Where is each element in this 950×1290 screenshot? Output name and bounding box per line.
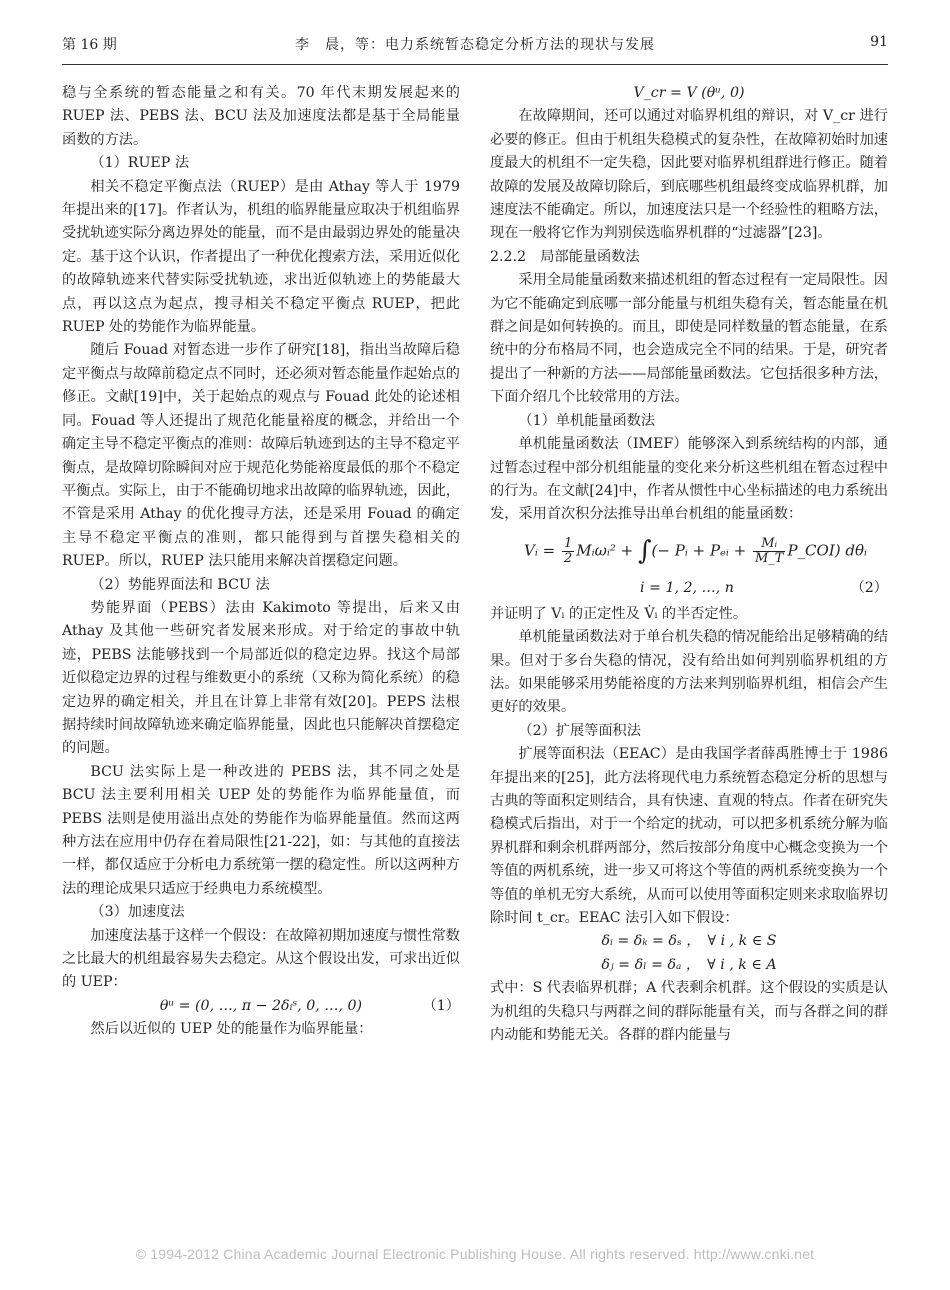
right-column xyxy=(490,82,888,1047)
section-heading-ruep: （1）RUEP 法 xyxy=(90,155,190,172)
paragraph: 扩展等面积法（EEAC）是由我国学者薛禹胜博士于 1986 年提出来的[25]，此方法将现代电力系统暂态稳定分析的思想与古典的等面积定则结合，具有快速、直观的特点。作者在研究失稳模式后指出，对于一个给定的扰动，可以把多机系统分解为临界机群和剩余机群两部分，然后按部分角度中心概念变换为一个等值的两机系统，进一步又可将这个等值的两机系统变换为一个等值的单机无穷大系统，从而可以使用等面积定则来求取临界切除时间 t_cr。EEAC 法引入如下假设： xyxy=(490,746,889,926)
paragraph: 随后 Fouad 对暂态进一步作了研究[18]，指出当故障后稳定平衡点与故障前稳定点不同时，还必须对暂态能量作起始点的修正。文献[19]中，关于起始点的观点与 Fouad 此处的论述相同。Fouad 等人还提出了规范化能量裕度的概念，并给出一个确定主导不稳定平衡点的准则：故障后轨迹到达的主导不稳定平衡点，是故障切除瞬间对应于规范化势能裕度最低的那个不稳定平衡点。实际上，由于不能确切地求出故障的临界轨迹，因此，不管是采用 Athay 的优化搜寻方法，还是采用 Fouad 的确定主导不稳定平衡点的准则，都只能得到与首摆失稳相关的 RUEP。所以，RUEP 法只能用来解决首摆稳定问题。 xyxy=(62,342,460,570)
paragraph: 稳与全系统的暂态能量之和有关。70 年代末期发展起来的 RUEP 法、PEBS 法、BCU 法及加速度法都是基于全局能量函数的方法。 xyxy=(62,85,460,148)
copyright-watermark: © 1994-2012 China Academic Journal Electronic Publishing House. All rights reserved. http://www.cnki.net xyxy=(135,1246,815,1262)
equation-1-number: （1） xyxy=(422,997,460,1014)
paragraph: 然后以近似的 UEP 处的能量作为临界能量： xyxy=(90,1021,373,1038)
eq2-tail: P_COI) dθᵢ xyxy=(787,541,868,560)
section-heading-pebs: （2）势能界面法和 BCU 法 xyxy=(90,576,270,593)
equation-1-body: θᵘ = (0, …, π − 2δᵢˢ, 0, …, 0) xyxy=(159,997,363,1014)
equation-2-index: i = 1, 2, …, n xyxy=(640,579,734,596)
paragraph: BCU 法实际上是一种改进的 PEBS 法，其不同之处是 BCU 法主要利用相关 UEP 处的势能作为临界能量值，而 PEBS 法则是使用溢出点处的势能作为临界能量值。然而这两种方法在应用中仍存在着局限性[21-22]，如：与其他的直接法一样，都仅适应于分析电力系统第一摆的稳定性。所以这两种方法的理论成果只适应于经典电力系统模型。 xyxy=(62,763,460,897)
eq2-kinetic-term: Mᵢωᵢ² + xyxy=(576,541,638,560)
paragraph: 式中：S 代表临界机群；A 代表剩余机群。这个假设的实质是认为机组的失稳只与两群之间的群际能量有关，而与各群之间的群内动能和势能无关。各群的群内能量与 xyxy=(490,980,888,1044)
equation-1 xyxy=(62,995,460,1018)
paragraph: 加速度法基于这样一个假设：在故障初期加速度与惯性常数之比最大的机组最容易失去稳定。从这个假设出发，可求出近似的 UEP： xyxy=(62,927,460,991)
paragraph: 单机能量函数法对于单台机失稳的情况能给出足够精确的结果。但对于多台失稳的情况，没有给出如何判别临界机组的方法。如果能够采用势能裕度的方法来判别临界机组，相信会产生更好的效果。 xyxy=(490,629,888,716)
paragraph: 采用全局能量函数来描述机组的暂态过程有一定局限性。因为它不能确定到底哪一部分能量与机组失稳有关，暂态能量在机群之间是如何转换的。而且，即使是同样数量的暂态能量，在系统中的分布格局不同，也会造成完全不同的结果。于是，研究者提出了一种新的方法——局部能量函数法。它包括很多种方法，下面介绍几个比较常用的方法。 xyxy=(490,272,888,406)
eq2-inertia-fraction: $\frac{\text{Mᵢ}}{M\_T}$ xyxy=(754,535,784,566)
eq2-integrand: (− Pᵢ + Pₑᵢ + xyxy=(651,541,751,560)
paragraph: 单机能量函数法（IMEF）能够深入到系统结构的内部，通过暂态过程中部分机组能量的变化来分析这些机组在暂态过程中的行为。在文献[24]中，作者从惯性中心坐标描述的电力系统出发，采用首次积分法推导出单台机组的能量函数： xyxy=(490,436,889,523)
equation-3a: δᵢ = δₖ = δₛ ， ∀ i , k ∈ S xyxy=(601,933,777,950)
left-column xyxy=(62,82,460,1042)
section-heading-eeac: （2）扩展等面积法 xyxy=(518,722,641,739)
equation-2-number: （2） xyxy=(850,579,888,596)
equation-2-main xyxy=(524,537,867,566)
paragraph: 势能界面（PEBS）法由 Kakimoto 等提出，后来又由 Athay 及其他一些研究者发展来形成。对于给定的事故中轨迹，PEBS 法能够找到一个局部近似的稳定边界。找这个局部近似稳定边界的过程与维数更小的系统（又称为简化系统）的稳定边界的确定相关，并且在计算上非常有效[20]。PEPS 法根据持续时间故障轨迹来确定临界能量，因此也只能解决首摆稳定的问题。 xyxy=(62,599,460,757)
eq2-half-fraction: $\frac{1}{2}$ xyxy=(563,535,573,566)
section-heading-2-2-2: 2.2.2 局部能量函数法 xyxy=(490,248,640,265)
running-header xyxy=(62,30,888,56)
paragraph: 并证明了 Vᵢ 的正定性及 V̇ᵢ 的半否定性。 xyxy=(490,605,748,622)
running-title: 李 晨，等：电力系统暂态稳定分析方法的现状与发展 xyxy=(295,37,655,53)
paragraph: 在故障期间，还可以通过对临界机组的辩识，对 V_cr 进行必要的修正。但由于机组失稳模式的复杂性，在故障初始时加速度最大的机组不一定失稳，因此要对临界机组群进行修正。随着故障的发展及故障切除后，到底哪些机组最终变成临界机群，加速度法不能确定。所以，加速度法只是一个经验性的粗略方法，现在一般将它作为判别侯选临界机群的“过滤器”[23]。 xyxy=(490,108,888,242)
equation-vcr: V_cr = V (θᵘ, 0) xyxy=(633,85,745,101)
page-number: 91 xyxy=(870,34,888,50)
paragraph: 相关不稳定平衡点法（RUEP）是由 Athay 等人于 1979 年提出来的[17]。作者认为，机组的临界能量应取决于机组临界受扰轨迹实际分离边界处的能量，而不是由最弱边界处的能量决定。基于这个认识，作者提出了一种优化搜索方法，采用近似化的故障轨迹来代替实际受扰轨迹，求出近似轨迹上的势能最大点，再以这点为起点，搜寻相关不稳定平衡点 RUEP，把此 RUEP 处的势能作为临界能量。 xyxy=(62,178,461,336)
equation-2 xyxy=(490,531,888,601)
section-heading-imef: （1）单机能量函数法 xyxy=(518,412,656,429)
equation-3b: δⱼ = δₗ = δₐ ， ∀ i , k ∈ A xyxy=(601,956,777,973)
integral-sign: ∫ xyxy=(638,535,652,566)
section-heading-acceleration: （3）加速度法 xyxy=(90,904,185,921)
header-rule xyxy=(62,64,888,65)
eq2-lhs: Vᵢ = xyxy=(524,541,560,560)
issue-number: 第 16 期 xyxy=(62,37,117,53)
